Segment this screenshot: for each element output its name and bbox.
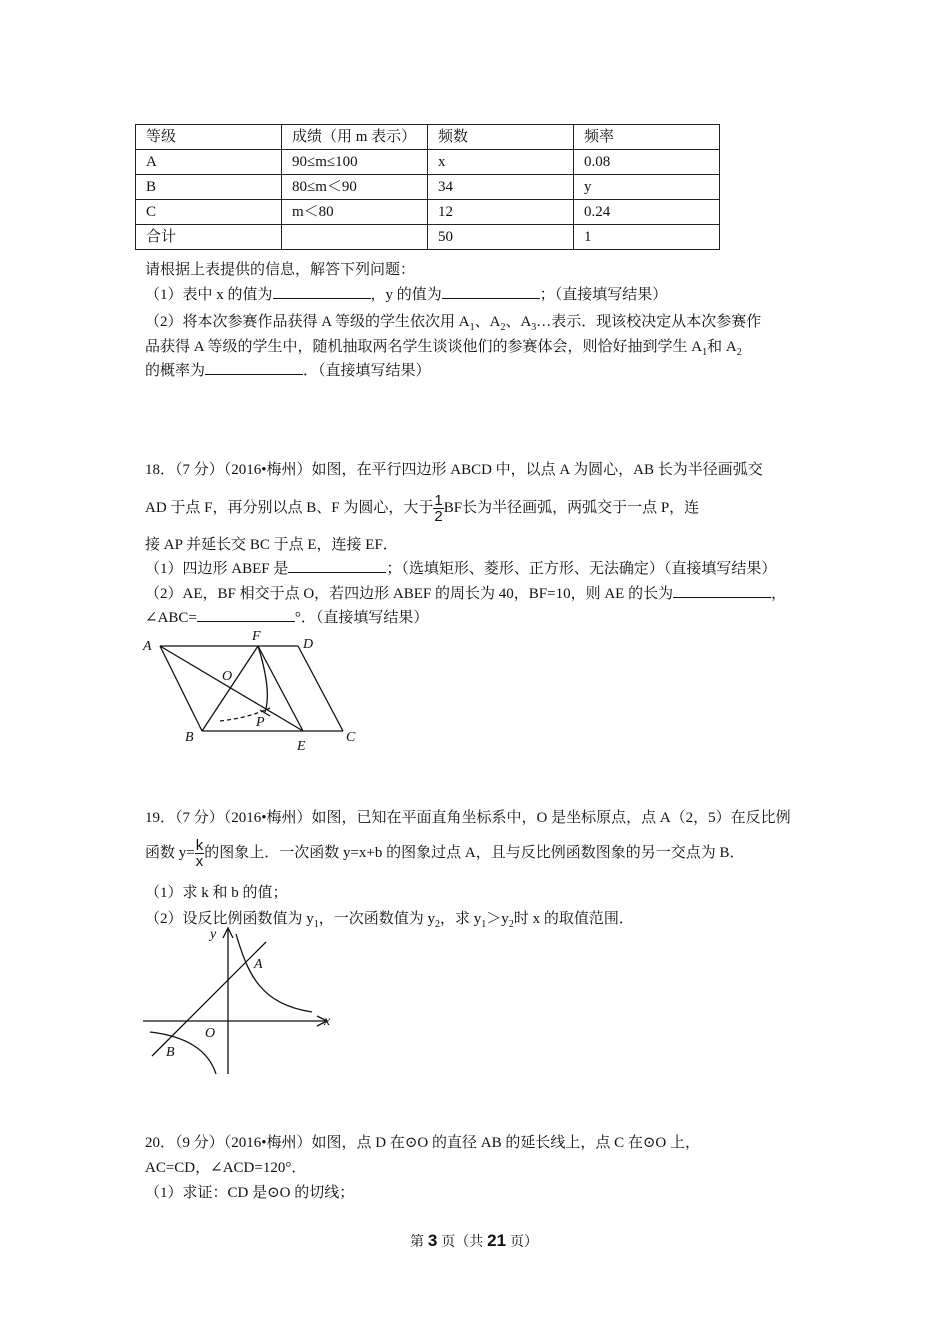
text: 、A [505, 314, 532, 330]
answer-blank[interactable] [273, 284, 371, 299]
label-d: D [303, 637, 314, 652]
subscript: 2 [435, 919, 441, 930]
text: 和 A [707, 339, 737, 355]
q20-line2: AC=CD，∠ACD=120°． [145, 1160, 307, 1176]
text: 页） [509, 1233, 538, 1249]
table-cell: 0.08 [574, 150, 720, 175]
subscript: 2 [736, 347, 742, 358]
subscript: 2 [500, 322, 506, 333]
text: BF [443, 500, 463, 516]
page-number: 3 [427, 1231, 438, 1250]
page-total: 21 [487, 1231, 507, 1250]
label-a: A [143, 639, 152, 654]
table-header-row [136, 125, 720, 150]
table-row [136, 150, 720, 175]
table-cell: 50 [428, 225, 574, 250]
q17-part1-text: ，y 的值为 [370, 287, 442, 303]
text: 第 [410, 1233, 424, 1249]
label-c: C [346, 730, 356, 745]
text: ，一次函数值为 y [318, 911, 436, 927]
text: 的概率为 [145, 363, 206, 379]
q18-line3: 接 AP 并延长交 BC 于点 E，连接 EF． [145, 537, 398, 553]
text: AD 于点 F，再分别以点 B、F 为圆心，大于 [145, 500, 434, 516]
text: ．（直接填写结果） [303, 363, 431, 379]
label-f: F [252, 629, 261, 644]
text: （1）四边形 ABEF 是 [145, 561, 289, 577]
q19-part1: （1）求 k 和 b 的值； [145, 885, 288, 901]
text: ∠ABC= [145, 610, 197, 626]
subscript: 1 [469, 322, 475, 333]
subscript: 1 [481, 919, 487, 930]
text: °．（直接填写结果） [294, 610, 429, 626]
table-cell: 12 [428, 200, 574, 225]
table-cell: 0.24 [574, 200, 720, 225]
table-header-cell: 成绩（用 m 表示） [282, 125, 428, 150]
q17-part2-line2 [145, 335, 742, 358]
text: ＞y [486, 911, 509, 927]
q18-line1: 18．（7 分）（2016•梅州）如图，在平行四边形 ABCD 中，以点 A 为圆心，AB 长为半径画弧交 [145, 462, 763, 478]
table-cell: 34 [428, 175, 574, 200]
grade-frequency-table [135, 124, 720, 250]
fraction-numerator: 1 [434, 492, 443, 510]
table-cell: C [136, 200, 282, 225]
label-o: O [222, 669, 233, 684]
q17-part1-text: （1）表中 x 的值为 [145, 287, 273, 303]
fraction-denominator: 2 [434, 508, 443, 526]
table-cell: 1 [574, 225, 720, 250]
table-row [136, 200, 720, 225]
answer-blank[interactable] [205, 360, 303, 375]
subscript: 1 [702, 347, 708, 358]
answer-blank[interactable] [288, 558, 386, 573]
q18-part1 [145, 557, 776, 578]
q18-line2 [145, 490, 699, 526]
fraction-denominator: x [195, 853, 204, 871]
label-x: x [324, 1014, 331, 1029]
function-graph-figure [140, 924, 340, 1079]
text: （2）AE，BF 相交于点 O，若四边形 ABEF 的周长为 40，BF=10，则 AE 的长为 [145, 586, 674, 602]
table-cell: B [136, 175, 282, 200]
answer-blank[interactable] [197, 607, 295, 622]
table-cell: 合计 [136, 225, 282, 250]
table-row [136, 225, 720, 250]
table-cell: x [428, 150, 574, 175]
segment-dc [298, 646, 343, 731]
label-e: E [297, 739, 306, 754]
parallelogram-figure [140, 626, 365, 756]
label-a: A [254, 957, 263, 972]
text: 品获得 A 等级的学生中，随机抽取两名学生谈谈他们的参赛体会，则恰好抽到学生 A [145, 339, 703, 355]
q17-intro: 请根据上表提供的信息，解答下列问题： [145, 262, 416, 278]
fraction [433, 493, 443, 524]
table-cell [282, 225, 428, 250]
text: 、A [474, 314, 501, 330]
label-p: P [256, 715, 265, 730]
table-header-cell: 频率 [574, 125, 720, 150]
text: （2）将本次参赛作品获得 A 等级的学生依次用 A [145, 314, 470, 330]
text: （2）设反比例函数值为 y [145, 911, 314, 927]
table-cell: m＜80 [282, 200, 428, 225]
text: ，求 y [440, 911, 482, 927]
q20-part1: （1）求证：CD 是⊙O 的切线； [145, 1185, 355, 1201]
table-cell: 80≤m＜90 [282, 175, 428, 200]
q17-part1 [145, 283, 667, 304]
text: 函数 y= [145, 845, 195, 861]
subscript: 2 [508, 919, 514, 930]
table-header-cell: 频数 [428, 125, 574, 150]
answer-blank[interactable] [442, 284, 540, 299]
fraction [195, 838, 205, 869]
q17-part2-line1 [145, 310, 761, 333]
hyperbola-branch-1 [236, 934, 312, 1012]
q19-line2 [145, 833, 744, 873]
table-cell: A [136, 150, 282, 175]
table-cell: 90≤m≤100 [282, 150, 428, 175]
fraction-numerator: k [195, 837, 204, 855]
table-cell: y [574, 175, 720, 200]
label-y: y [210, 927, 217, 942]
q18-part2 [145, 582, 786, 603]
label-b: B [185, 730, 194, 745]
subscript: 3 [531, 322, 537, 333]
segment-bf [202, 646, 258, 731]
subscript: 1 [313, 919, 319, 930]
text: 长为半径画弧，两弧交于一点 P，连 [462, 500, 700, 516]
table-header-cell: 等级 [136, 125, 282, 150]
text: 页（共 [441, 1233, 484, 1249]
page-footer [410, 1231, 538, 1251]
text: 的图象上．一次函数 y=x+b 的图象过点 A，且与反比例函数图象的另一交点为 B． [204, 845, 745, 861]
q17-part1-text: ；（直接填写结果） [539, 287, 668, 303]
q18-part2-cont [145, 606, 428, 627]
text: 时 x 的取值范围． [513, 911, 634, 927]
text: ；（选填矩形、菱形、正方形、无法确定）（直接填写结果） [386, 561, 777, 577]
text: …表示．现该校决定从本次参赛作 [536, 314, 762, 330]
q17-part2-line3 [145, 359, 431, 380]
label-b: B [166, 1045, 175, 1060]
table-row [136, 175, 720, 200]
text: ， [771, 586, 787, 602]
answer-blank[interactable] [673, 583, 771, 598]
q20-line1: 20．（9 分）（2016•梅州）如图，点 D 在⊙O 的直径 AB 的延长线上，点 C 在⊙O 上， [145, 1135, 700, 1151]
q19-line1: 19．（7 分）（2016•梅州）如图，已知在平面直角坐标系中，O 是坐标原点，点 A（2，5）在反比例 [145, 810, 791, 826]
label-o: O [205, 1026, 216, 1041]
